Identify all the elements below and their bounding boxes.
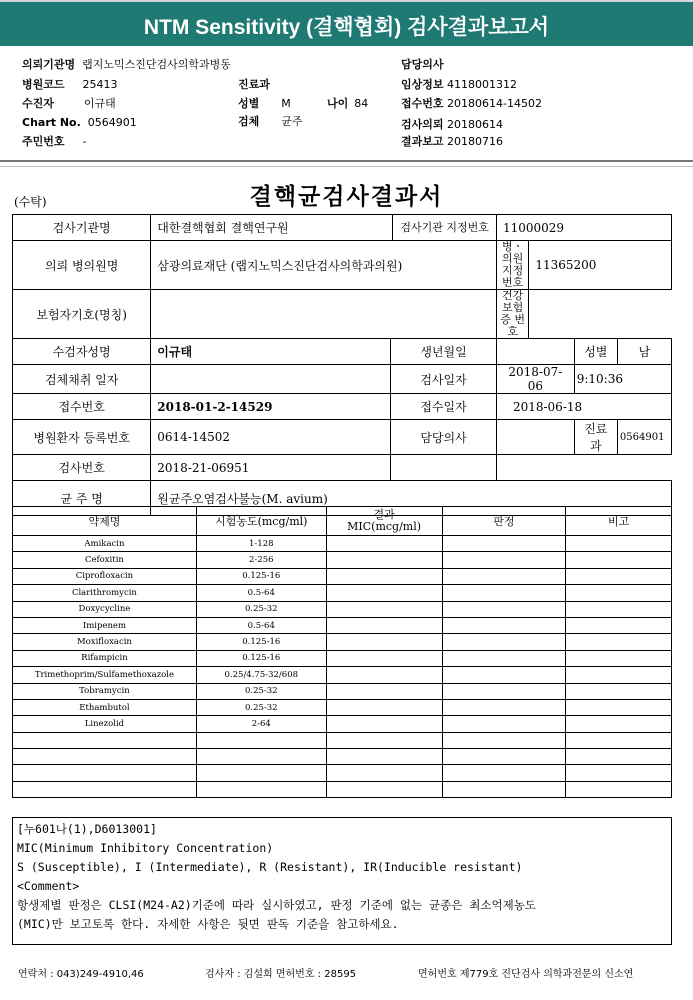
drug-conc: 2-64	[196, 716, 326, 732]
drug-note	[566, 683, 672, 699]
drug-mic	[326, 585, 442, 601]
drug-conc	[196, 765, 326, 781]
doctor: 담당의사	[401, 58, 444, 71]
reg-no: 0614-14502	[151, 420, 391, 455]
specimen: 검체 균주	[238, 115, 303, 128]
drug-mic	[326, 667, 442, 683]
judge-header: 판정	[442, 507, 566, 536]
report-banner-title: NTM Sensitivity (결핵협회) 검사결과보고서	[143, 16, 550, 39]
drug-conc: 0.125-16	[196, 634, 326, 650]
drug-judge	[442, 716, 566, 732]
chart-no: Chart No. 0564901	[22, 116, 137, 129]
patient-name: 이규태	[151, 339, 391, 365]
sex-label: 성별	[574, 339, 617, 365]
header-divider-thin	[0, 166, 693, 167]
drug-name: Imipenem	[13, 617, 197, 633]
drug-judge	[442, 585, 566, 601]
drug-mic	[326, 552, 442, 568]
receipt-no-value: 2018-01-2-14529	[151, 394, 391, 420]
drug-conc: 0.25-32	[196, 601, 326, 617]
drug-conc	[196, 749, 326, 765]
patient: 수진자 이규태	[22, 97, 116, 110]
drug-name	[13, 732, 197, 748]
footer-license: 면허번호 제779호 진단검사 의학과전문의 신소연	[418, 969, 634, 980]
test-time: 9:10:36	[574, 365, 671, 394]
note-line: <Comment>	[17, 879, 80, 893]
drug-mic	[326, 765, 442, 781]
drug-judge	[442, 617, 566, 633]
test-org-label: 검사기관명	[13, 215, 151, 241]
reg-no-label: 병원환자 등록번호	[13, 420, 151, 455]
sex-value: 남	[617, 339, 671, 365]
drug-mic	[326, 699, 442, 715]
header-divider	[0, 160, 693, 162]
patient-name-label: 수검자성명	[13, 339, 151, 365]
drug-row	[13, 699, 672, 715]
health-ins-label: 건강보험 증 번 호	[496, 290, 528, 339]
req-hospital: 삼광의료재단 (랩지노믹스진단검사의학과의원)	[151, 241, 497, 290]
test-request: 검사의뢰 20180614	[401, 118, 504, 131]
drug-note	[566, 716, 672, 732]
dob	[496, 339, 574, 365]
drug-row	[13, 536, 672, 552]
health-ins	[529, 290, 672, 339]
note-line: S (Susceptible), I (Intermediate), R (Resistant), IR(Inducible resistant)	[17, 860, 523, 874]
report-banner	[0, 0, 693, 46]
drug-conc: 0.5-64	[196, 617, 326, 633]
drug-name: Rifampicin	[13, 650, 197, 666]
drug-judge	[442, 765, 566, 781]
drug-name: Cefoxitin	[13, 552, 197, 568]
drug-note	[566, 585, 672, 601]
drug-mic	[326, 683, 442, 699]
note-line: MIC(Minimum Inhibitory Concentration)	[17, 841, 274, 855]
drug-mic	[326, 617, 442, 633]
drug-note	[566, 568, 672, 584]
insurance	[151, 290, 497, 339]
drug-mic	[326, 749, 442, 765]
drug-row	[13, 683, 672, 699]
drug-note	[566, 732, 672, 748]
drug-note	[566, 699, 672, 715]
drug-row	[13, 667, 672, 683]
drug-row	[13, 568, 672, 584]
drug-conc: 0.125-16	[196, 568, 326, 584]
test-org-no: 11000029	[496, 215, 671, 241]
receipt-date-label: 접수일자	[391, 394, 497, 420]
requesting-org: 의뢰기관명 랩지노믹스진단검사의학과병동	[22, 58, 231, 71]
drug-mic	[326, 601, 442, 617]
drug-mic	[326, 781, 442, 797]
drug-header: 약제명	[13, 507, 197, 536]
mic-header: 결과 MIC(mcg/ml)	[326, 507, 442, 536]
drug-row	[13, 732, 672, 748]
drug-name	[13, 781, 197, 797]
drug-note	[566, 601, 672, 617]
drug-row	[13, 585, 672, 601]
drug-note	[566, 765, 672, 781]
result-report: 결과보고 20180716	[401, 135, 504, 148]
drug-note	[566, 650, 672, 666]
drug-name: Moxifloxacin	[13, 634, 197, 650]
drug-mic	[326, 650, 442, 666]
receipt-date: 2018-06-18	[496, 394, 671, 420]
receipt-no-label: 접수번호	[13, 394, 151, 420]
drug-name: Trimethoprim/Sulfamethoxazole	[13, 667, 197, 683]
drug-conc	[196, 781, 326, 797]
drug-judge	[442, 749, 566, 765]
drug-conc: 1-128	[196, 536, 326, 552]
drug-conc: 2-256	[196, 552, 326, 568]
hospital-no: 11365200	[529, 241, 672, 290]
info-table	[12, 214, 672, 516]
receipt-no: 접수번호 20180614-14502	[401, 97, 542, 110]
drug-name: Clarithromycin	[13, 585, 197, 601]
drug-name: Ciprofloxacin	[13, 568, 197, 584]
report-title: 결핵균검사결과서	[249, 183, 444, 210]
drug-row	[13, 650, 672, 666]
drug-note	[566, 617, 672, 633]
drug-judge	[442, 650, 566, 666]
drug-note	[566, 634, 672, 650]
drug-row	[13, 716, 672, 732]
test-org: 대한결핵협회 결핵연구원	[151, 215, 393, 241]
physician-label: 담당의사	[391, 420, 497, 455]
drug-conc: 0.125-16	[196, 650, 326, 666]
drug-row	[13, 765, 672, 781]
note-line: (MIC)만 보고토록 한다. 자세한 사항은 뒷면 판독 기준을 참고하세요.	[17, 917, 399, 931]
footer-examiner: 검사자 : 김설희 면허번호 : 28595	[205, 969, 357, 980]
drug-mic	[326, 536, 442, 552]
drug-name	[13, 749, 197, 765]
test-org-no-label: 검사기관 지정번호	[393, 215, 497, 241]
drug-judge	[442, 683, 566, 699]
drug-row	[13, 601, 672, 617]
strain-label: 균 주 명	[13, 481, 151, 516]
drug-note	[566, 536, 672, 552]
req-hospital-label: 의뢰 병의원명	[13, 241, 151, 290]
test-date: 2018-07-06	[496, 365, 574, 394]
drug-row	[13, 552, 672, 568]
dept: 진료과	[238, 78, 270, 91]
clinical-info: 임상정보 4118001312	[401, 78, 518, 91]
dob-label: 생년월일	[391, 339, 497, 365]
drug-judge	[442, 601, 566, 617]
drug-name: Tobramycin	[13, 683, 197, 699]
drug-mic	[326, 634, 442, 650]
drug-name: Amikacin	[13, 536, 197, 552]
note-line: 항생제별 판정은 CLSI(M24-A2)기준에 따라 실시하였고, 판정 기준에 없는 균종은 최소억제농도	[17, 898, 536, 912]
drug-row	[13, 749, 672, 765]
drug-name: Ethambutol	[13, 699, 197, 715]
drug-mic	[326, 568, 442, 584]
drug-mic	[326, 732, 442, 748]
footer-contact: 연락처 : 043)249-4910,46	[18, 969, 144, 980]
drug-table	[12, 506, 672, 798]
dept-value: 0564901	[617, 420, 671, 455]
drug-name: Doxycycline	[13, 601, 197, 617]
drug-conc: 0.25-32	[196, 699, 326, 715]
rrn: 주민번호 -	[22, 135, 87, 148]
strain: 원균주오염검사불능(M. avium)	[151, 481, 672, 516]
test-no-empty	[391, 455, 497, 481]
copy-label: (수탁)	[14, 195, 47, 209]
drug-conc: 0.25/4.75-32/608	[196, 667, 326, 683]
drug-judge	[442, 667, 566, 683]
drug-note	[566, 667, 672, 683]
drug-conc: 0.5-64	[196, 585, 326, 601]
age: 나이 84	[327, 97, 369, 110]
notes-box	[12, 817, 672, 945]
drug-conc: 0.25-32	[196, 683, 326, 699]
dept-label: 진료과	[574, 420, 617, 455]
note-line: [누601나(1),D6013001]	[17, 822, 157, 836]
drug-mic	[326, 716, 442, 732]
drug-judge	[442, 536, 566, 552]
test-no: 2018-21-06951	[151, 455, 391, 481]
drug-conc	[196, 732, 326, 748]
insurance-label: 보험자기호(명칭)	[13, 290, 151, 339]
conc-header: 시험농도(mcg/ml)	[196, 507, 326, 536]
collection-date	[151, 365, 391, 394]
drug-row	[13, 617, 672, 633]
drug-row	[13, 781, 672, 797]
collection-date-label: 검체채취 일자	[13, 365, 151, 394]
note-header: 비고	[566, 507, 672, 536]
drug-note	[566, 552, 672, 568]
hospital-code: 병원코드 25413	[22, 78, 118, 91]
drug-judge	[442, 781, 566, 797]
physician	[496, 420, 574, 455]
sex: 성별 M	[238, 97, 291, 110]
drug-judge	[442, 732, 566, 748]
drug-note	[566, 749, 672, 765]
drug-judge	[442, 634, 566, 650]
test-no-label: 검사번호	[13, 455, 151, 481]
drug-judge	[442, 699, 566, 715]
drug-judge	[442, 568, 566, 584]
drug-row	[13, 634, 672, 650]
test-date-label: 검사일자	[391, 365, 497, 394]
hospital-no-label: 병ㆍ의원 지정번호	[496, 241, 528, 290]
drug-name: Linezolid	[13, 716, 197, 732]
drug-note	[566, 781, 672, 797]
drug-name	[13, 765, 197, 781]
drug-judge	[442, 552, 566, 568]
test-no-empty-2	[496, 455, 671, 481]
